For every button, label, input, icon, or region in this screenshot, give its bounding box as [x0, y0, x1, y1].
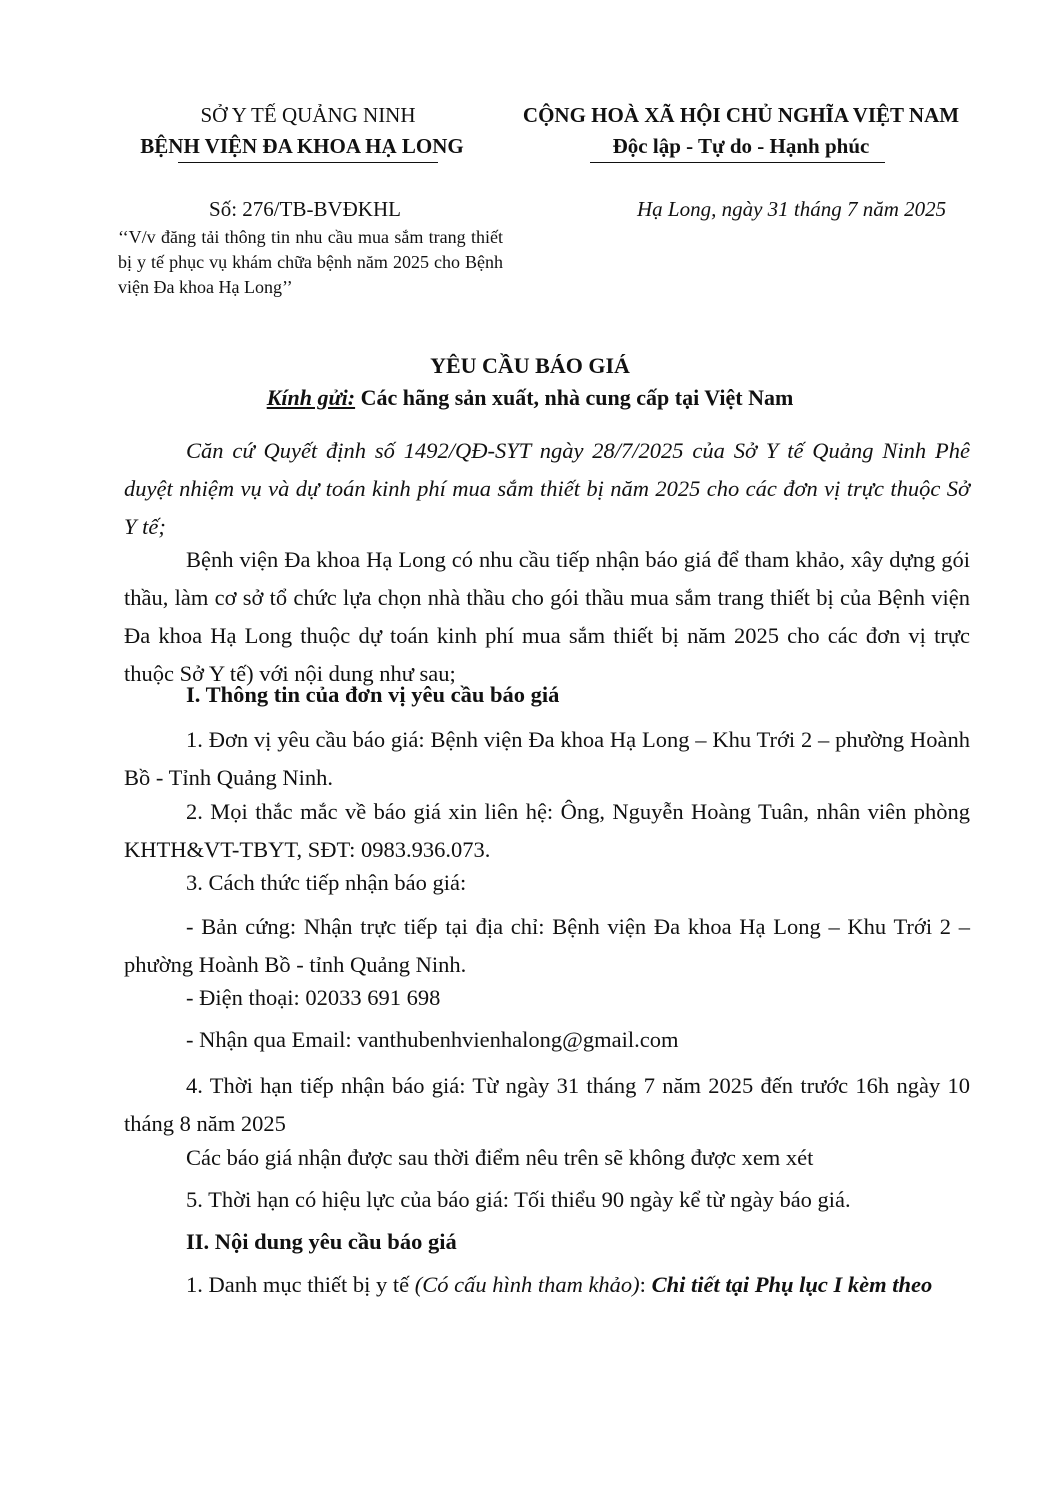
- country-name: CỘNG HOÀ XÃ HỘI CHỦ NGHĨA VIỆT NAM: [522, 103, 960, 127]
- hospital-underline: [178, 162, 438, 163]
- s2-item1-italic: (Có cấu hình tham khảo): [414, 1272, 640, 1297]
- agency-name: SỞ Y TẾ QUẢNG NINH: [200, 103, 416, 127]
- section-2-title: II. Nội dung yêu cầu báo giá: [186, 1229, 457, 1254]
- document-title: YÊU CẦU BÁO GIÁ: [430, 353, 630, 378]
- item-3-phone: - Điện thoại: 02033 691 698: [186, 985, 441, 1010]
- intro-paragraph: Bệnh viện Đa khoa Hạ Long có nhu cầu tiếp nhận báo giá để tham khảo, xây dựng gói thầu, làm cơ sở tổ chức lựa chọn nhà thầu cho gói thầu mua sắm trang thiết bị của Bệnh viện Đa khoa Hạ Long thuộc dự toán kinh phí mua sắm thiết bị năm 2025 cho các đơn vị trực thuộc Sở Y tế) với nội dung như sau;: [124, 547, 970, 686]
- section-2-item-1: [124, 1266, 970, 1304]
- item-3-hard-copy: - Bản cứng: Nhận trực tiếp tại địa chỉ: Bệnh viện Đa khoa Hạ Long – Khu Trới 2 – phường Hoành Bồ - tỉnh Quảng Ninh.: [124, 914, 970, 977]
- item-4: 4. Thời hạn tiếp nhận báo giá: Từ ngày 31 tháng 7 năm 2025 đến trước 16h ngày 10 tháng 8 năm 2025: [124, 1073, 970, 1136]
- recipient-line: [0, 385, 1060, 411]
- recipient-text: Các hãng sản xuất, nhà cung cấp tại Việt Nam: [355, 385, 794, 410]
- section-1-title: I. Thông tin của đơn vị yêu cầu báo giá: [186, 682, 560, 707]
- item-2: 2. Mọi thắc mắc về báo giá xin liên hệ: Ông, Nguyễn Hoàng Tuân, nhân viên phòng KHTH&VT-TBYT, SĐT: 0983.936.073.: [124, 799, 970, 862]
- item-3-email: - Nhận qua Email: vanthubenhvienhalong@gmail.com: [186, 1027, 679, 1052]
- item-1: 1. Đơn vị yêu cầu báo giá: Bệnh viện Đa khoa Hạ Long – Khu Trới 2 – phường Hoành Bồ - Tỉnh Quảng Ninh.: [124, 727, 970, 790]
- s2-item1-text: 1. Danh mục thiết bị y tế: [186, 1272, 415, 1297]
- s2-item1-colon: :: [639, 1272, 652, 1297]
- national-motto: Độc lập - Tự do - Hạnh phúc: [612, 134, 870, 158]
- item-5: 5. Thời hạn có hiệu lực của báo giá: Tối thiểu 90 ngày kể từ ngày báo giá.: [186, 1187, 851, 1212]
- document-subject: ‘‘V/v đăng tải thông tin nhu cầu mua sắm trang thiết bị y tế phục vụ khám chữa bệnh năm 2025 cho Bệnh viện Đa khoa Hạ Long’’: [118, 227, 503, 297]
- recipient-label: Kính gửi:: [266, 385, 356, 410]
- legal-basis: Căn cứ Quyết định số 1492/QĐ-SYT ngày 28/7/2025 của Sở Y tế Quảng Ninh Phê duyệt nhiệm vụ và dự toán kinh phí mua sắm thiết bị năm 2025 cho các đơn vị trực thuộc Sở Y tế;: [124, 438, 970, 539]
- place-date: Hạ Long, ngày 31 tháng 7 năm 2025: [637, 197, 947, 221]
- item-3: 3. Cách thức tiếp nhận báo giá:: [186, 870, 467, 895]
- item-4-note: Các báo giá nhận được sau thời điểm nêu trên sẽ không được xem xét: [186, 1145, 814, 1170]
- motto-underline: [590, 162, 885, 163]
- document-number: Số: 276/TB-BVĐKHL: [209, 197, 401, 221]
- hospital-name: BỆNH VIỆN ĐA KHOA HẠ LONG: [140, 134, 464, 158]
- s2-item1-appendix: Chi tiết tại Phụ lục I kèm theo: [651, 1272, 933, 1297]
